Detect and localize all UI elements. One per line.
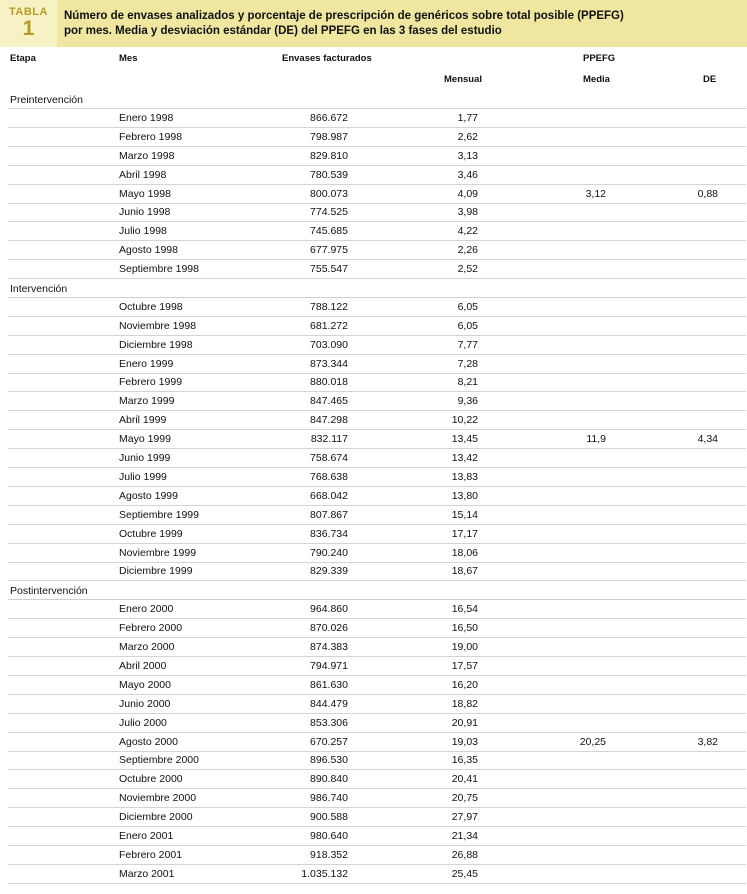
- cell-envases: 980.640: [310, 830, 348, 842]
- cell-envases: 844.479: [310, 698, 348, 710]
- cell-mes: Marzo 2001: [119, 868, 175, 880]
- table-row: [8, 109, 746, 128]
- cell-envases: 758.674: [310, 452, 348, 464]
- cell-mes: Mayo 2000: [119, 679, 171, 691]
- row-divider: [8, 883, 746, 884]
- section-label: Postintervención: [10, 585, 88, 597]
- cell-mes: Marzo 1999: [119, 395, 175, 407]
- cell-mensual: 7,28: [457, 358, 478, 370]
- cell-mes: Junio 2000: [119, 698, 171, 710]
- table-title-line-2: por mes. Media y desviación estándar (DE) del PPEFG en las 3 fases del estudio: [64, 25, 502, 37]
- table-row: [8, 506, 746, 525]
- table-row: [8, 260, 746, 279]
- table-tag-number: 1: [22, 17, 35, 40]
- cell-mensual: 8,21: [457, 376, 478, 388]
- cell-mensual: 9,36: [457, 395, 478, 407]
- cell-mensual: 6,05: [457, 301, 478, 313]
- cell-mes: Octubre 1999: [119, 528, 183, 540]
- cell-mensual: 16,50: [451, 622, 478, 634]
- cell-envases: 1.035.132: [301, 868, 348, 880]
- table-row: [8, 525, 746, 544]
- table-tag-word: TABLA: [9, 6, 48, 18]
- cell-envases: 703.090: [310, 339, 348, 351]
- cell-mensual: 26,88: [451, 849, 478, 861]
- column-header-ppefg: PPEFG: [583, 53, 616, 64]
- cell-mensual: 16,54: [451, 603, 478, 615]
- cell-mes: Noviembre 2000: [119, 792, 197, 804]
- cell-mes: Octubre 2000: [119, 773, 183, 785]
- cell-mes: Septiembre 2000: [119, 754, 199, 766]
- cell-mensual: 13,45: [451, 433, 478, 445]
- cell-envases: 829.339: [310, 565, 348, 577]
- cell-mensual: 19,03: [451, 736, 478, 748]
- cell-mensual: 20,75: [451, 792, 478, 804]
- cell-mensual: 18,06: [451, 547, 478, 559]
- table-row: [8, 392, 746, 411]
- cell-envases: 861.630: [310, 679, 348, 691]
- cell-mes: Julio 1998: [119, 225, 167, 237]
- table-row: [8, 714, 746, 733]
- cell-envases: 670.257: [310, 736, 348, 748]
- table-row: [8, 751, 746, 770]
- cell-envases: 807.867: [310, 509, 348, 521]
- section-label: Intervención: [10, 283, 68, 295]
- cell-envases: 768.638: [310, 471, 348, 483]
- cell-envases: 918.352: [310, 849, 348, 861]
- cell-mes: Abril 1998: [119, 169, 167, 181]
- table-row: [8, 770, 746, 789]
- cell-envases: 853.306: [310, 717, 348, 729]
- cell-mensual: 19,00: [451, 641, 478, 653]
- cell-mes: Abril 1999: [119, 414, 167, 426]
- cell-mes: Abril 2000: [119, 660, 167, 672]
- section-label: Preintervención: [10, 94, 83, 106]
- row-divider: [8, 580, 746, 581]
- cell-envases: 745.685: [310, 225, 348, 237]
- table-row: [8, 166, 746, 185]
- cell-mes: Enero 2001: [119, 830, 174, 842]
- cell-de: 3,82: [697, 736, 718, 748]
- table-row: [8, 241, 746, 260]
- cell-mes: Junio 1999: [119, 452, 171, 464]
- cell-envases: 788.122: [310, 301, 348, 313]
- table-row: [8, 676, 746, 695]
- table-row: [8, 298, 746, 317]
- table-row: [8, 128, 746, 147]
- cell-media: 20,25: [579, 736, 606, 748]
- cell-mes: Diciembre 2000: [119, 811, 193, 823]
- table-row: [8, 355, 746, 374]
- cell-mensual: 18,67: [451, 565, 478, 577]
- table-row: [8, 317, 746, 336]
- cell-envases: 964.860: [310, 603, 348, 615]
- table-row: [8, 733, 746, 752]
- cell-mensual: 15,14: [451, 509, 478, 521]
- table-header: [0, 0, 747, 47]
- cell-mes: Diciembre 1998: [119, 339, 193, 351]
- cell-mensual: 2,26: [457, 244, 478, 256]
- table-title: [57, 0, 747, 47]
- cell-envases: 755.547: [310, 263, 348, 275]
- cell-media: 11,9: [586, 433, 606, 445]
- cell-envases: 836.734: [310, 528, 348, 540]
- table-row: [8, 600, 746, 619]
- cell-mes: Agosto 1999: [119, 490, 178, 502]
- cell-envases: 794.971: [310, 660, 348, 672]
- table-row: [8, 487, 746, 506]
- cell-mes: Julio 2000: [119, 717, 167, 729]
- cell-envases: 896.530: [310, 754, 348, 766]
- table-row: [8, 222, 746, 241]
- cell-envases: 847.298: [310, 414, 348, 426]
- column-header-media: Media: [583, 74, 610, 85]
- cell-mes: Julio 1999: [119, 471, 167, 483]
- table-row: [8, 336, 746, 355]
- cell-mensual: 4,09: [457, 188, 478, 200]
- cell-envases: 986.740: [310, 792, 348, 804]
- table-row: [8, 147, 746, 166]
- cell-mes: Febrero 2000: [119, 622, 183, 634]
- cell-mes: Mayo 1998: [119, 188, 171, 200]
- cell-mensual: 16,35: [451, 754, 478, 766]
- cell-envases: 829.810: [310, 150, 348, 162]
- cell-mensual: 17,57: [451, 660, 478, 672]
- cell-mensual: 6,05: [457, 320, 478, 332]
- cell-envases: 847.465: [310, 395, 348, 407]
- cell-mes: Febrero 1999: [119, 376, 183, 388]
- table-row: [8, 373, 746, 392]
- cell-envases: 790.240: [310, 547, 348, 559]
- cell-mes: Septiembre 1999: [119, 509, 199, 521]
- cell-envases: 874.383: [310, 641, 348, 653]
- cell-envases: 798.987: [310, 131, 348, 143]
- cell-envases: 870.026: [310, 622, 348, 634]
- table-row: [8, 827, 746, 846]
- cell-mes: Enero 2000: [119, 603, 174, 615]
- cell-mensual: 13,42: [451, 452, 478, 464]
- cell-mes: Agosto 2000: [119, 736, 178, 748]
- cell-mes: Febrero 2001: [119, 849, 183, 861]
- table-title-line-1: Número de envases analizados y porcentaje de prescripción de genéricos sobre total posible (PPEFG): [64, 10, 624, 22]
- cell-mensual: 7,77: [457, 339, 478, 351]
- cell-mes: Marzo 1998: [119, 150, 175, 162]
- cell-envases: 866.672: [310, 112, 348, 124]
- table-row: [8, 657, 746, 676]
- cell-de: 0,88: [697, 188, 718, 200]
- cell-mes: Octubre 1998: [119, 301, 183, 313]
- cell-mes: Noviembre 1998: [119, 320, 197, 332]
- cell-mensual: 2,62: [457, 131, 478, 143]
- cell-mensual: 16,20: [451, 679, 478, 691]
- cell-mes: Enero 1998: [119, 112, 174, 124]
- cell-envases: 668.042: [310, 490, 348, 502]
- table-row: [8, 808, 746, 827]
- cell-mes: Noviembre 1999: [119, 547, 197, 559]
- cell-envases: 681.272: [310, 320, 348, 332]
- cell-mensual: 21,34: [451, 830, 478, 842]
- cell-mes: Agosto 1998: [119, 244, 178, 256]
- column-header-mes: Mes: [119, 53, 138, 64]
- table-row: [8, 185, 746, 204]
- table-row: [8, 544, 746, 563]
- cell-mensual: 18,82: [451, 698, 478, 710]
- cell-mes: Junio 1998: [119, 206, 171, 218]
- cell-mensual: 2,52: [457, 263, 478, 275]
- cell-media: 3,12: [585, 188, 606, 200]
- column-header-mensual: Mensual: [444, 74, 483, 85]
- table-row: [8, 203, 746, 222]
- column-header-envases: Envases facturados: [282, 53, 372, 64]
- cell-mes: Septiembre 1998: [119, 263, 199, 275]
- cell-envases: 774.525: [310, 206, 348, 218]
- table-row: [8, 638, 746, 657]
- cell-mensual: 13,83: [451, 471, 478, 483]
- cell-envases: 890.840: [310, 773, 348, 785]
- cell-mes: Marzo 2000: [119, 641, 175, 653]
- cell-mes: Enero 1999: [119, 358, 174, 370]
- cell-envases: 677.975: [310, 244, 348, 256]
- cell-mensual: 3,13: [457, 150, 478, 162]
- row-divider: [8, 278, 746, 279]
- table-row: [8, 695, 746, 714]
- cell-mes: Febrero 1998: [119, 131, 183, 143]
- cell-envases: 900.588: [310, 811, 348, 823]
- cell-de: 4,34: [697, 433, 718, 445]
- cell-envases: 832.117: [310, 433, 348, 445]
- column-header-etapa: Etapa: [10, 53, 36, 64]
- cell-envases: 800.073: [310, 188, 348, 200]
- cell-mensual: 10,22: [451, 414, 478, 426]
- table-row: [8, 468, 746, 487]
- cell-mensual: 1,77: [457, 112, 478, 124]
- table-row: [8, 619, 746, 638]
- table-row: [8, 430, 746, 449]
- table-row: [8, 449, 746, 468]
- cell-mensual: 20,91: [451, 717, 478, 729]
- cell-mensual: 20,41: [451, 773, 478, 785]
- cell-mensual: 3,98: [457, 206, 478, 218]
- cell-mes: Diciembre 1999: [119, 565, 193, 577]
- cell-envases: 780.539: [310, 169, 348, 181]
- cell-envases: 873.344: [310, 358, 348, 370]
- cell-envases: 880.018: [310, 376, 348, 388]
- cell-mensual: 25,45: [451, 868, 478, 880]
- table-row: [8, 562, 746, 581]
- cell-mensual: 17,17: [451, 528, 478, 540]
- cell-mensual: 27,97: [451, 811, 478, 823]
- cell-mensual: 3,46: [457, 169, 478, 181]
- table-tag: [0, 0, 57, 47]
- cell-mensual: 13,80: [451, 490, 478, 502]
- table-row: [8, 789, 746, 808]
- column-header-de: DE: [703, 74, 717, 85]
- cell-mensual: 4,22: [457, 225, 478, 237]
- table-row: [8, 411, 746, 430]
- cell-mes: Mayo 1999: [119, 433, 171, 445]
- table-row: [8, 865, 746, 884]
- table-row: [8, 846, 746, 865]
